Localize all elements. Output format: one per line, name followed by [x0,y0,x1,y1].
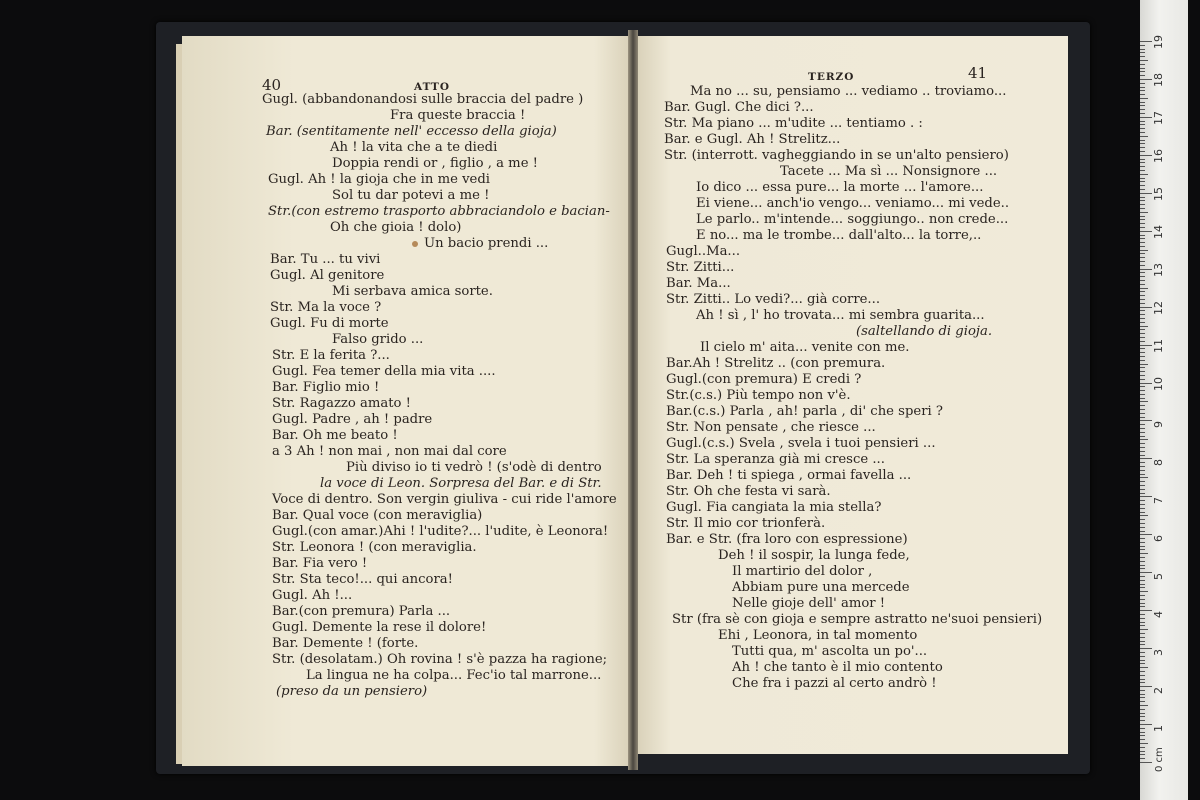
ruler-minor-tick [1140,337,1145,338]
ruler-minor-tick [1140,595,1145,596]
ruler-minor-tick [1140,663,1145,664]
ruler-minor-tick [1140,219,1145,220]
text-line: Bar. Oh me beato ! [272,428,398,443]
text-line: Ah ! sì , l' ho trovata... mi sembra guarita... [696,308,985,323]
ruler-minor-tick [1140,52,1145,53]
ruler-minor-tick [1140,728,1145,729]
ruler-number: 6 [1152,535,1165,543]
ruler-minor-tick [1140,310,1145,311]
text-line: Bar. Tu ... tu vivi [270,252,381,267]
ruler-minor-tick [1140,660,1145,661]
ruler-minor-tick [1140,348,1145,349]
ruler-minor-tick [1140,485,1145,486]
ruler-number: 19 [1152,34,1165,49]
ruler-unit-label: 0 cm [1154,747,1165,772]
ruler-major-tick [1140,648,1152,649]
ruler-minor-tick [1140,113,1145,114]
ruler-minor-tick [1140,644,1145,645]
paper-stain [412,241,418,247]
text-line: Fra queste braccia ! [390,108,526,123]
ruler-minor-tick [1140,432,1145,433]
ruler-number: 12 [1152,300,1165,315]
ruler-minor-tick [1140,291,1145,292]
ruler-minor-tick [1140,675,1145,676]
ruler-major-tick [1140,686,1152,687]
text-line: Bar. Qual voce (con meraviglia) [272,508,483,523]
text-line: Gugl. (abbandonandosi sulle braccia del padre ) [262,92,584,107]
ruler-minor-tick [1140,443,1145,444]
text-line: Ma no ... su, pensiamo ... vediamo .. troviamo... [690,84,1007,99]
ruler-major-tick [1140,41,1152,42]
ruler-minor-tick [1140,299,1145,300]
text-line: Str. Ma la voce ? [270,300,382,315]
ruler-major-tick [1140,307,1152,308]
ruler-minor-tick [1140,515,1148,516]
ruler-minor-tick [1140,189,1145,190]
ruler-minor-tick [1140,276,1145,277]
ruler-major-tick [1140,155,1152,156]
text-line: Che fra i pazzi al certo andrò ! [732,676,937,691]
text-line: Bar.(c.s.) Parla , ah! parla , di' che speri ? [666,404,943,419]
ruler-minor-tick [1140,356,1145,357]
ruler-minor-tick [1140,493,1145,494]
text-line: Bar. e Gugl. Ah ! Strelitz... [664,132,841,147]
ruler-minor-tick [1140,394,1145,395]
ruler-number: 13 [1152,262,1165,277]
ruler-minor-tick [1140,386,1145,387]
text-line: Bar. Figlio mio ! [272,380,380,395]
ruler-number: 16 [1152,148,1165,163]
text-line: Gugl..Ma... [666,244,741,259]
ruler-minor-tick [1140,235,1145,236]
ruler-minor-tick [1140,743,1148,744]
text-line: Str. Zitti.. Lo vedi?... già corre... [666,292,881,307]
text-line: Str. Il mio cor trionferà. [666,516,826,531]
text-line: Ehi , Leonora, in tal momento [718,628,918,643]
text-line: Str. E la ferita ?... [272,348,390,363]
ruler-minor-tick [1140,641,1145,642]
text-line: Str. Zitti... [666,260,735,275]
ruler-major-tick [1140,117,1152,118]
ruler-minor-tick [1140,200,1145,201]
text-line: Bar. Demente ! (forte. [272,636,419,651]
ruler-minor-tick [1140,618,1145,619]
ruler-minor-tick [1140,174,1148,175]
ruler-minor-tick [1140,322,1145,323]
text-line: Falso grido ... [332,332,424,347]
ruler-minor-tick [1140,720,1145,721]
ruler-number: 3 [1152,649,1165,657]
ruler-number: 17 [1152,110,1165,125]
ruler-minor-tick [1140,512,1145,513]
ruler-minor-tick [1140,413,1145,414]
ruler-minor-tick [1140,591,1148,592]
ruler-minor-tick [1140,204,1145,205]
measuring-ruler [1140,0,1188,800]
ruler-minor-tick [1140,87,1145,88]
text-line: Ei viene... anch'io vengo... veniamo... mi vede.. [696,196,1010,211]
text-line: a 3 Ah ! non mai , non mai dal core [272,444,507,459]
ruler-minor-tick [1140,246,1145,247]
ruler-major-tick [1140,496,1152,497]
text-line: Ah ! che tanto è il mio contento [732,660,943,675]
ruler-minor-tick [1140,527,1145,528]
text-line: E no... ma le trombe... dall'alto... la torre,.. [696,228,982,243]
text-line: Str. La speranza già mi cresce ... [666,452,885,467]
text-line: Str. (interrott. vagheggiando in se un'alto pensiero) [664,148,1009,163]
ruler-minor-tick [1140,629,1148,630]
ruler-minor-tick [1140,360,1145,361]
ruler-minor-tick [1140,109,1145,110]
text-line: Doppia rendi or , figlio , a me ! [332,156,538,171]
text-line: Gugl. Fu di morte [270,316,389,331]
ruler-minor-tick [1140,568,1145,569]
text-line: Gugl.(con amar.)Ahi ! l'udite?... l'udite, è Leonora! [272,524,609,539]
ruler-major-tick [1140,610,1152,611]
ruler-minor-tick [1140,367,1145,368]
text-line: Sol tu dar potevi a me ! [332,188,490,203]
text-line: Str.(c.s.) Più tempo non v'è. [666,388,851,403]
ruler-minor-tick [1140,94,1145,95]
ruler-minor-tick [1140,261,1145,262]
ruler-minor-tick [1140,553,1148,554]
ruler-number: 7 [1152,497,1165,505]
ruler-minor-tick [1140,439,1148,440]
text-line: (preso da un pensiero) [276,684,428,699]
ruler-minor-tick [1140,671,1145,672]
ruler-minor-tick [1140,542,1145,543]
ruler-minor-tick [1140,531,1145,532]
text-line: Bar. Deh ! ti spiega , ormai favella ... [666,468,912,483]
ruler-minor-tick [1140,102,1145,103]
ruler-minor-tick [1140,216,1145,217]
ruler-minor-tick [1140,295,1145,296]
ruler-minor-tick [1140,603,1145,604]
ruler-minor-tick [1140,364,1148,365]
ruler-minor-tick [1140,656,1145,657]
ruler-number: 10 [1152,376,1165,391]
text-line: Mi serbava amica sorte. [332,284,493,299]
text-line: Bar. e Str. (fra loro con espressione) [666,532,908,547]
ruler-minor-tick [1140,136,1148,137]
ruler-minor-tick [1140,151,1145,152]
ruler-minor-tick [1140,143,1145,144]
text-line: (saltellando di gioja. [856,324,993,339]
book-gutter [628,30,638,770]
text-line: Un bacio prendi ... [424,236,549,251]
text-line: Bar. Fia vero ! [272,556,368,571]
ruler-minor-tick [1140,679,1145,680]
right-page-number: 41 [968,64,988,82]
text-line: Str. Ragazzo amato ! [272,396,411,411]
ruler-minor-tick [1140,637,1145,638]
text-line: Più diviso io ti vedrò ! (s'odè di dentro [346,460,602,475]
ruler-minor-tick [1140,178,1145,179]
ruler-minor-tick [1140,584,1145,585]
ruler-minor-tick [1140,519,1145,520]
ruler-minor-tick [1140,682,1145,683]
ruler-minor-tick [1140,701,1145,702]
ruler-minor-tick [1140,68,1145,69]
text-line: Abbiam pure una mercede [732,580,910,595]
ruler-number: 9 [1152,421,1165,429]
ruler-minor-tick [1140,549,1145,550]
left-running-head: ATTO [414,81,450,93]
ruler-minor-tick [1140,455,1145,456]
ruler-number: 18 [1152,72,1165,87]
text-line: Il martirio del dolor , [732,564,873,579]
ruler-major-tick [1140,231,1152,232]
ruler-minor-tick [1140,466,1145,467]
text-line: Le parlo.. m'intende... soggiungo.. non crede... [696,212,1009,227]
ruler-minor-tick [1140,250,1148,251]
ruler-major-tick [1140,345,1152,346]
text-line: Nelle gioje dell' amor ! [732,596,886,611]
ruler-minor-tick [1140,197,1145,198]
ruler-minor-tick [1140,652,1145,653]
text-line: Str. Sta teco!... qui ancora! [272,572,453,587]
ruler-minor-tick [1140,90,1145,91]
ruler-major-tick [1140,420,1152,421]
ruler-minor-tick [1140,606,1145,607]
ruler-number: 14 [1152,224,1165,239]
ruler-minor-tick [1140,576,1145,577]
ruler-minor-tick [1140,667,1148,668]
ruler-minor-tick [1140,417,1145,418]
ruler-minor-tick [1140,599,1145,600]
ruler-minor-tick [1140,147,1145,148]
ruler-major-tick [1140,458,1152,459]
ruler-minor-tick [1140,565,1145,566]
ruler-major-tick [1140,534,1152,535]
ruler-minor-tick [1140,546,1145,547]
text-line: Gugl. Fea temer della mia vita .... [272,364,496,379]
ruler-major-tick [1140,269,1152,270]
ruler-major-tick [1140,724,1152,725]
ruler-minor-tick [1140,257,1145,258]
ruler-number: 5 [1152,573,1165,581]
ruler-minor-tick [1140,697,1145,698]
ruler-minor-tick [1140,758,1145,759]
ruler-minor-tick [1140,56,1145,57]
ruler-number: 8 [1152,459,1165,467]
ruler-major-tick [1140,572,1152,573]
text-line: Ah ! la vita che a te diedi [330,140,498,155]
ruler-minor-tick [1140,470,1145,471]
ruler-minor-tick [1140,185,1145,186]
text-line: Il cielo m' aita... venite con me. [700,340,910,355]
ruler-minor-tick [1140,272,1145,273]
ruler-major-tick [1140,383,1152,384]
ruler-minor-tick [1140,462,1145,463]
text-line: Str. Leonora ! (con meraviglia. [272,540,477,555]
ruler-minor-tick [1140,447,1145,448]
ruler-minor-tick [1140,132,1145,133]
ruler-minor-tick [1140,614,1145,615]
ruler-minor-tick [1140,238,1145,239]
ruler-minor-tick [1140,477,1148,478]
ruler-minor-tick [1140,405,1145,406]
ruler-minor-tick [1140,625,1145,626]
text-line: Str. Oh che festa vi sarà. [666,484,831,499]
ruler-minor-tick [1140,735,1145,736]
text-line: Gugl. Ah !... [272,588,353,603]
ruler-minor-tick [1140,633,1145,634]
ruler-minor-tick [1140,754,1145,755]
ruler-minor-tick [1140,83,1145,84]
ruler-minor-tick [1140,64,1145,65]
ruler-minor-tick [1140,508,1145,509]
text-line: Gugl. Fia cangiata la mia stella? [666,500,882,515]
text-line: Deh ! il sospir, la lunga fede, [718,548,910,563]
ruler-minor-tick [1140,280,1145,281]
ruler-minor-tick [1140,622,1145,623]
ruler-minor-tick [1140,326,1148,327]
text-line: Str. (desolatam.) Oh rovina ! s'è pazza ha ragione; [272,652,608,667]
ruler-major-tick [1140,193,1152,194]
text-line: la voce di Leon. Sorpresa del Bar. e di Str. [320,476,602,491]
ruler-minor-tick [1140,587,1145,588]
ruler-major-tick [1140,79,1152,80]
text-line: Gugl. Padre , ah ! padre [272,412,433,427]
ruler-minor-tick [1140,121,1145,122]
text-line: Oh che gioia ! dolo) [330,220,462,235]
ruler-minor-tick [1140,159,1145,160]
ruler-minor-tick [1140,732,1145,733]
ruler-minor-tick [1140,227,1145,228]
ruler-minor-tick [1140,451,1145,452]
ruler-minor-tick [1140,212,1148,213]
ruler-minor-tick [1140,265,1145,266]
text-line: Bar. Ma... [666,276,731,291]
text-line: Str. Non pensate , che riesce ... [666,420,876,435]
ruler-minor-tick [1140,561,1145,562]
ruler-minor-tick [1140,436,1145,437]
ruler-minor-tick [1140,166,1145,167]
ruler-minor-tick [1140,504,1145,505]
right-running-head: TERZO [808,71,855,83]
ruler-minor-tick [1140,314,1145,315]
ruler-minor-tick [1140,371,1145,372]
ruler-minor-tick [1140,481,1145,482]
ruler-minor-tick [1140,694,1145,695]
ruler-minor-tick [1140,124,1145,125]
ruler-number: 4 [1152,611,1165,619]
text-line: Tutti qua, m' ascolta un po'... [732,644,928,659]
text-line: Str (fra sè con gioja e sempre astratto ne'suoi pensieri) [672,612,1043,627]
ruler-minor-tick [1140,45,1145,46]
ruler-minor-tick [1140,751,1145,752]
text-line: La lingua ne ha colpa... Fec'io tal marrone... [306,668,602,683]
ruler-minor-tick [1140,523,1145,524]
ruler-minor-tick [1140,739,1145,740]
ruler-minor-tick [1140,170,1145,171]
text-line: Bar.Ah ! Strelitz .. (con premura. [666,356,886,371]
ruler-minor-tick [1140,709,1145,710]
ruler-minor-tick [1140,474,1145,475]
ruler-minor-tick [1140,162,1145,163]
ruler-minor-tick [1140,71,1145,72]
text-line: Gugl. Ah ! la gioja che in me vedi [268,172,490,187]
ruler-minor-tick [1140,390,1145,391]
ruler-number: 2 [1152,687,1165,695]
ruler-minor-tick [1140,105,1145,106]
ruler-minor-tick [1140,409,1145,410]
text-line: Io dico ... essa pure... la morte ... l'amore... [696,180,984,195]
ruler-minor-tick [1140,428,1145,429]
ruler-number: 15 [1152,186,1165,201]
ruler-minor-tick [1140,398,1145,399]
ruler-minor-tick [1140,49,1145,50]
ruler-minor-tick [1140,253,1145,254]
text-line: Str.(con estremo trasporto abbraciandolo e bacian- [268,204,610,219]
ruler-minor-tick [1140,140,1145,141]
ruler-minor-tick [1140,747,1145,748]
ruler-minor-tick [1140,318,1145,319]
ruler-minor-tick [1140,716,1145,717]
text-line: Voce di dentro. Son vergin giuliva - cui ride l'amore [272,492,617,507]
ruler-number: 1 [1152,725,1165,733]
ruler-minor-tick [1140,333,1145,334]
text-line: Bar. Gugl. Che dici ?... [664,100,814,115]
text-line: Gugl. Al genitore [270,268,385,283]
ruler-minor-tick [1140,401,1148,402]
ruler-minor-tick [1140,303,1145,304]
ruler-minor-tick [1140,489,1145,490]
ruler-number: 11 [1152,338,1165,353]
ruler-minor-tick [1140,379,1145,380]
ruler-minor-tick [1140,329,1145,330]
ruler-minor-tick [1140,128,1145,129]
text-line: Bar. (sentitamente nell' eccesso della gioja) [266,124,557,139]
ruler-minor-tick [1140,705,1148,706]
ruler-major-tick [1140,762,1152,763]
ruler-minor-tick [1140,500,1145,501]
ruler-minor-tick [1140,375,1145,376]
left-page-number: 40 [262,76,282,94]
text-line: Tacete ... Ma sì ... Nonsignore ... [780,164,998,179]
ruler-minor-tick [1140,288,1148,289]
ruler-minor-tick [1140,713,1145,714]
ruler-minor-tick [1140,341,1145,342]
text-line: Bar.(con premura) Parla ... [272,604,451,619]
ruler-minor-tick [1140,98,1148,99]
ruler-minor-tick [1140,75,1145,76]
text-line: Str. Ma piano ... m'udite ... tentiamo . : [664,116,923,131]
ruler-minor-tick [1140,60,1148,61]
ruler-minor-tick [1140,424,1145,425]
ruler-minor-tick [1140,208,1145,209]
ruler-minor-tick [1140,580,1145,581]
ruler-minor-tick [1140,284,1145,285]
ruler-minor-tick [1140,538,1145,539]
text-line: Gugl.(c.s.) Svela , svela i tuoi pensieri ... [666,436,936,451]
ruler-minor-tick [1140,242,1145,243]
ruler-minor-tick [1140,690,1145,691]
ruler-minor-tick [1140,557,1145,558]
ruler-minor-tick [1140,352,1145,353]
ruler-minor-tick [1140,223,1145,224]
text-line: Gugl.(con premura) E credi ? [666,372,862,387]
text-line: Gugl. Demente la rese il dolore! [272,620,487,635]
ruler-minor-tick [1140,181,1145,182]
